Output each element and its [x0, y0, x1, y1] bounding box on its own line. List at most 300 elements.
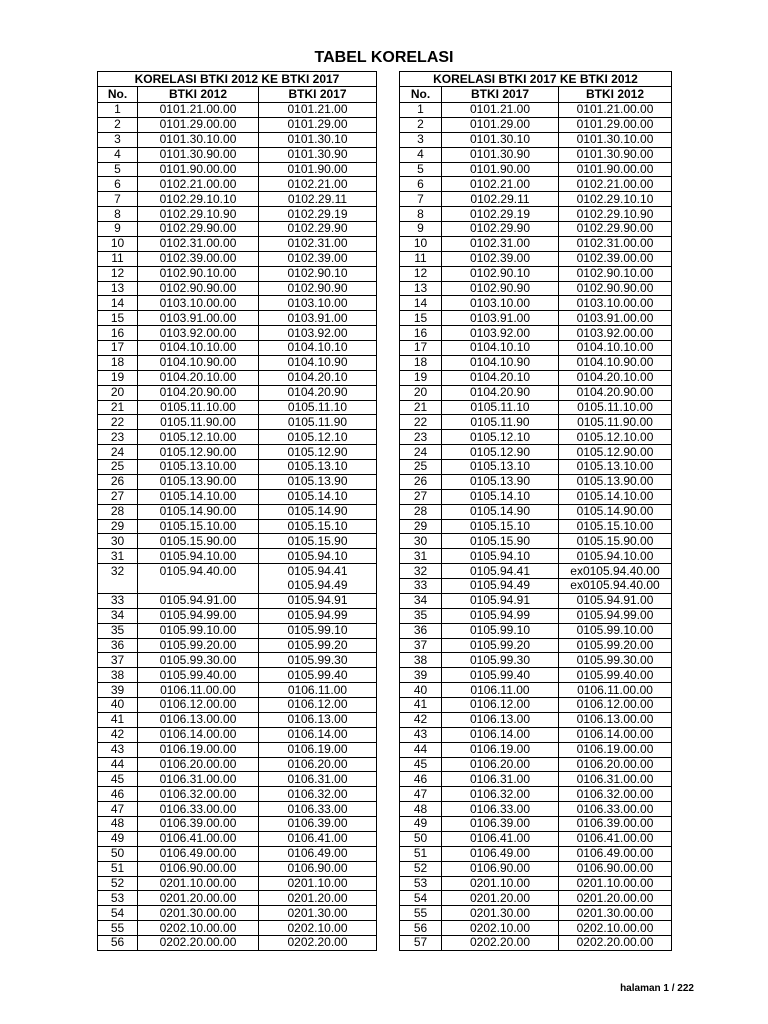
- table-row: [98, 772, 377, 787]
- table-row: [98, 296, 377, 311]
- table-row: [98, 132, 377, 147]
- row-number-cell: 29: [98, 519, 138, 534]
- btki-2017-code-cell: 0202.20.00: [442, 936, 559, 951]
- btki-2012-code-cell: 0106.31.00.00: [138, 772, 259, 787]
- row-number-cell: 34: [400, 593, 442, 608]
- btki-2012-code-cell: 0101.29.00.00: [559, 117, 672, 132]
- row-number-cell: 22: [400, 415, 442, 430]
- table-row: [400, 831, 672, 846]
- btki-2012-code-cell: 0106.41.00.00: [559, 831, 672, 846]
- btki-2017-code-cell: 0106.20.00: [259, 757, 377, 772]
- btki-2017-code-cell: 0201.30.00: [442, 906, 559, 921]
- table-caption: KORELASI BTKI 2012 KE BTKI 2017: [98, 72, 377, 87]
- table-row: [400, 489, 672, 504]
- table-row: [98, 817, 377, 832]
- table-row: [98, 757, 377, 772]
- btki-2017-code-cell: 0105.12.90: [442, 445, 559, 460]
- table-row: [98, 668, 377, 683]
- row-number-cell: 13: [98, 281, 138, 296]
- btki-2017-code-cell: 0201.20.00: [442, 891, 559, 906]
- btki-2017-code-cell: 0105.15.90: [442, 534, 559, 549]
- btki-2012-code-cell: 0102.29.90.00: [138, 222, 259, 237]
- btki-2017-code-cell: 0102.90.10: [259, 266, 377, 281]
- table-row: [400, 683, 672, 698]
- table-row: [98, 608, 377, 623]
- btki-2017-code-cell: 0101.30.10: [442, 132, 559, 147]
- btki-2017-code-cell: 0105.94.41: [442, 564, 559, 579]
- btki-2017-code-cell: 0101.21.00: [442, 103, 559, 118]
- btki-2017-code-cell: 0105.94.10: [442, 549, 559, 564]
- btki-2012-code-cell: 0102.39.00.00: [559, 251, 672, 266]
- row-number-cell: 9: [98, 222, 138, 237]
- row-number-cell: 10: [400, 236, 442, 251]
- row-number-cell: 56: [98, 936, 138, 951]
- table-row: [400, 698, 672, 713]
- table-row: [98, 355, 377, 370]
- btki-2017-code-cell: 0106.19.00: [442, 742, 559, 757]
- row-number-cell: 6: [400, 177, 442, 192]
- row-number-cell: 57: [400, 936, 442, 951]
- btki-2012-code-cell: 0102.29.90.00: [559, 222, 672, 237]
- table-row: [98, 638, 377, 653]
- btki-2012-code-cell: 0105.15.90.00: [559, 534, 672, 549]
- btki-2017-code-cell: 0105.94.99: [442, 608, 559, 623]
- table-row: [98, 460, 377, 475]
- btki-2017-code-cell: 0102.29.11: [442, 192, 559, 207]
- btki-2017-code-cell: 0104.10.10: [442, 341, 559, 356]
- btki-2012-code-cell: 0105.99.20.00: [138, 638, 259, 653]
- btki-2012-code-cell: 0102.39.00.00: [138, 251, 259, 266]
- btki-2012-code-cell: 0106.90.00.00: [559, 861, 672, 876]
- row-number-cell: 52: [400, 861, 442, 876]
- btki-2017-code-cell: 0105.11.10: [259, 400, 377, 415]
- btki-2017-code-cell: 0102.31.00: [259, 236, 377, 251]
- row-number-cell: 48: [98, 817, 138, 832]
- btki-2017-code-cell: 0105.94.91: [442, 593, 559, 608]
- btki-2012-code-cell: 0102.90.90.00: [559, 281, 672, 296]
- btki-2017-code-cell: 0101.30.90: [259, 147, 377, 162]
- btki-2017-code-cell: 0104.20.10: [259, 370, 377, 385]
- btki-2017-code-cell: 0106.20.00: [442, 757, 559, 772]
- btki-2012-code-cell: 0105.99.40.00: [138, 668, 259, 683]
- btki-2012-code-cell: 0106.32.00.00: [138, 787, 259, 802]
- table-row: [400, 117, 672, 132]
- btki-2012-code-cell: 0105.14.10.00: [138, 489, 259, 504]
- row-number-cell: 16: [98, 326, 138, 341]
- btki-2017-code-cell: 0101.90.00: [442, 162, 559, 177]
- btki-2017-code-cell: 0105.14.10: [442, 489, 559, 504]
- row-number-cell: 12: [98, 266, 138, 281]
- btki-2017-code-cell: 0105.11.10: [442, 400, 559, 415]
- btki-2012-code-cell: 0105.12.10.00: [138, 430, 259, 445]
- table-row: [400, 103, 672, 118]
- row-number-cell: 16: [400, 326, 442, 341]
- row-number-cell: 9: [400, 222, 442, 237]
- table-caption-row: [98, 72, 377, 87]
- btki-2012-code-cell: 0106.20.00.00: [138, 757, 259, 772]
- btki-2017-code-cell: 0102.29.90: [259, 222, 377, 237]
- row-number-cell: 10: [98, 236, 138, 251]
- table-row: [98, 802, 377, 817]
- row-number-cell: 47: [400, 787, 442, 802]
- btki-2017-code-cell: 0105.12.90: [259, 445, 377, 460]
- table-row: [98, 519, 377, 534]
- table-row: [98, 430, 377, 445]
- row-number-cell: 41: [400, 698, 442, 713]
- btki-2012-code-cell: 0103.10.00.00: [138, 296, 259, 311]
- btki-2012-code-cell: 0106.20.00.00: [559, 757, 672, 772]
- btki-2017-code-cell: 0102.90.90: [442, 281, 559, 296]
- btki-2017-code-cell: 0105.15.10: [259, 519, 377, 534]
- btki-2012-code-cell: 0105.94.10.00: [559, 549, 672, 564]
- table-row: [98, 727, 377, 742]
- table-row: [98, 192, 377, 207]
- btki-2012-code-cell: 0102.21.00.00: [138, 177, 259, 192]
- table-row: [400, 296, 672, 311]
- row-number-cell: 21: [98, 400, 138, 415]
- table-row: [400, 222, 672, 237]
- btki-2012-code-cell: 0201.10.00.00: [138, 876, 259, 891]
- row-number-cell: 33: [98, 593, 138, 608]
- btki-2017-code-cell: 0105.94.91: [259, 593, 377, 608]
- table-row: [98, 846, 377, 861]
- row-number-cell: 28: [400, 504, 442, 519]
- row-number-cell: 15: [400, 311, 442, 326]
- row-number-cell: 40: [98, 698, 138, 713]
- column-header-btki-2012: BTKI 2012: [559, 87, 672, 103]
- table-head: [98, 72, 377, 103]
- row-number-cell: 26: [98, 474, 138, 489]
- btki-2012-code-cell: 0105.94.99.00: [559, 608, 672, 623]
- table-row: [400, 564, 672, 579]
- btki-2017-code-cell: 0201.10.00: [259, 876, 377, 891]
- btki-2012-code-cell: 0106.39.00.00: [138, 817, 259, 832]
- btki-2012-code-cell: 0201.30.00.00: [559, 906, 672, 921]
- btki-2017-code-cell: 0105.94.10: [259, 549, 377, 564]
- btki-2012-code-cell: 0105.11.90.00: [559, 415, 672, 430]
- table-row: [400, 355, 672, 370]
- btki-2017-code-cell: 0105.99.30: [259, 653, 377, 668]
- table-row: [400, 326, 672, 341]
- table-row: [400, 846, 672, 861]
- btki-2012-code-cell: 0105.13.10.00: [138, 460, 259, 475]
- btki-2012-code-cell: ex0105.94.40.00: [559, 579, 672, 594]
- table-row: [98, 564, 377, 594]
- row-number-cell: 40: [400, 683, 442, 698]
- table-row: [98, 593, 377, 608]
- table-row: [98, 549, 377, 564]
- table-row: [400, 593, 672, 608]
- btki-2017-code-cell: 0103.10.00: [442, 296, 559, 311]
- btki-2017-code-cell: 0202.10.00: [259, 921, 377, 936]
- table-row: [400, 370, 672, 385]
- row-number-cell: 41: [98, 712, 138, 727]
- row-number-cell: 32: [400, 564, 442, 579]
- btki-2012-code-cell: 0106.39.00.00: [559, 817, 672, 832]
- row-number-cell: 48: [400, 802, 442, 817]
- btki-2012-code-cell: 0101.30.90.00: [559, 147, 672, 162]
- table-row: [400, 132, 672, 147]
- btki-2017-code-cell: 0201.20.00: [259, 891, 377, 906]
- table-row: [98, 712, 377, 727]
- btki-2017-code-cell: 0106.31.00: [259, 772, 377, 787]
- row-number-cell: 8: [400, 207, 442, 222]
- btki-2017-code-cell: 0105.14.90: [259, 504, 377, 519]
- table-row: [400, 400, 672, 415]
- table-row: [400, 906, 672, 921]
- table-row: [98, 742, 377, 757]
- btki-2017-code-cell: 0103.91.00: [259, 311, 377, 326]
- table-row: [98, 653, 377, 668]
- table-row: [98, 474, 377, 489]
- table-row: [400, 936, 672, 951]
- table-row: [400, 757, 672, 772]
- cell-line: 0105.94.41: [287, 564, 348, 579]
- table-row: [400, 712, 672, 727]
- row-number-cell: 21: [400, 400, 442, 415]
- row-number-cell: 3: [400, 132, 442, 147]
- btki-2012-code-cell: 0105.99.20.00: [559, 638, 672, 653]
- table-row: [400, 430, 672, 445]
- btki-2012-code-cell: 0104.10.10.00: [559, 341, 672, 356]
- btki-2012-code-cell: 0102.31.00.00: [138, 236, 259, 251]
- table-row: [400, 341, 672, 356]
- row-number-cell: 19: [98, 370, 138, 385]
- btki-2012-code-cell: 0104.10.90.00: [559, 355, 672, 370]
- row-number-cell: 14: [98, 296, 138, 311]
- table-row: [400, 519, 672, 534]
- row-number-cell: 2: [98, 117, 138, 132]
- btki-2017-code-cell: 0105.94.49: [442, 579, 559, 594]
- table-row: [400, 579, 672, 594]
- row-number-cell: 5: [400, 162, 442, 177]
- btki-2017-code-cell: 0102.39.00: [442, 251, 559, 266]
- btki-2017-code-cell: 0105.11.90: [442, 415, 559, 430]
- table-row: [400, 147, 672, 162]
- table-row: [98, 147, 377, 162]
- btki-2012-code-cell: 0106.33.00.00: [559, 802, 672, 817]
- row-number-cell: 33: [400, 579, 442, 594]
- row-number-cell: 13: [400, 281, 442, 296]
- table-row: [98, 415, 377, 430]
- row-number-cell: 38: [98, 668, 138, 683]
- row-number-cell: 20: [400, 385, 442, 400]
- btki-2017-code-cell: 0106.39.00: [442, 817, 559, 832]
- table-row: [98, 921, 377, 936]
- btki-2017-code-cell: 0102.31.00: [442, 236, 559, 251]
- row-number-cell: 5: [98, 162, 138, 177]
- btki-2012-code-cell: 0106.49.00.00: [138, 846, 259, 861]
- row-number-cell: 46: [400, 772, 442, 787]
- table-row: [98, 311, 377, 326]
- btki-2017-code-cell: 0104.20.90: [259, 385, 377, 400]
- row-number-cell: 35: [400, 608, 442, 623]
- btki-2012-code-cell: 0101.21.00.00: [138, 103, 259, 118]
- btki-2012-code-cell: 0105.11.10.00: [138, 400, 259, 415]
- btki-2012-code-cell: 0105.15.10.00: [559, 519, 672, 534]
- btki-2017-code-cell: 0106.31.00: [442, 772, 559, 787]
- btki-2012-code-cell: 0102.90.90.00: [138, 281, 259, 296]
- table-row: [400, 236, 672, 251]
- btki-2017-code-cell: 0105.15.10: [442, 519, 559, 534]
- btki-2012-code-cell: 0106.33.00.00: [138, 802, 259, 817]
- btki-2012-code-cell: 0104.10.10.00: [138, 341, 259, 356]
- row-number-cell: 55: [400, 906, 442, 921]
- table-row: [400, 623, 672, 638]
- btki-2012-code-cell: 0105.13.90.00: [138, 474, 259, 489]
- btki-2017-code-cell: 0102.29.90: [442, 222, 559, 237]
- row-number-cell: 56: [400, 921, 442, 936]
- btki-2017-code-cell: 0106.13.00: [259, 712, 377, 727]
- row-number-cell: 31: [400, 549, 442, 564]
- btki-2017-code-cell: 0105.94.99: [259, 608, 377, 623]
- row-number-cell: 22: [98, 415, 138, 430]
- table-row: [400, 192, 672, 207]
- table-row: [400, 787, 672, 802]
- btki-2017-code-cell: 0104.20.10: [442, 370, 559, 385]
- table-row: [98, 891, 377, 906]
- btki-2012-code-cell: 0101.30.10.00: [559, 132, 672, 147]
- btki-2012-code-cell: 0106.13.00.00: [138, 712, 259, 727]
- row-number-cell: 14: [400, 296, 442, 311]
- btki-2012-code-cell: 0106.14.00.00: [559, 727, 672, 742]
- table-row: [98, 103, 377, 118]
- row-number-cell: 24: [400, 445, 442, 460]
- btki-2012-code-cell: 0103.92.00.00: [559, 326, 672, 341]
- table-row: [400, 876, 672, 891]
- table-header-row: [400, 87, 672, 103]
- btki-2012-code-cell: 0105.94.99.00: [138, 608, 259, 623]
- btki-2017-code-cell: 0101.90.00: [259, 162, 377, 177]
- btki-2012-code-cell: 0105.14.90.00: [559, 504, 672, 519]
- row-number-cell: 27: [400, 489, 442, 504]
- btki-2012-code-cell: 0102.29.10.90: [559, 207, 672, 222]
- row-number-cell: 26: [400, 474, 442, 489]
- btki-2012-code-cell: 0105.99.30.00: [559, 653, 672, 668]
- btki-2012-code-cell: 0202.20.00.00: [559, 936, 672, 951]
- btki-2012-code-cell: 0105.13.90.00: [559, 474, 672, 489]
- btki-2017-code-cell: 0106.41.00: [442, 831, 559, 846]
- table-body: [98, 103, 377, 951]
- table-btki-2012-to-2017: [97, 71, 377, 951]
- btki-2017-code-cell: 0106.12.00: [442, 698, 559, 713]
- btki-2012-code-cell: 0106.11.00.00: [559, 683, 672, 698]
- table-caption: KORELASI BTKI 2017 KE BTKI 2012: [400, 72, 672, 87]
- row-number-cell: 8: [98, 207, 138, 222]
- btki-2012-code-cell: 0105.99.10.00: [559, 623, 672, 638]
- btki-2017-code-cell: 0105.13.10: [259, 460, 377, 475]
- row-number-cell: 1: [400, 103, 442, 118]
- row-number-cell: 43: [400, 727, 442, 742]
- btki-2017-code-cell: 0102.21.00: [442, 177, 559, 192]
- table-row: [400, 638, 672, 653]
- row-number-cell: 30: [98, 534, 138, 549]
- table-row: [98, 489, 377, 504]
- btki-2017-code-cell: 0102.90.10: [442, 266, 559, 281]
- document-title: TABEL KORELASI: [314, 49, 454, 66]
- table-row: [400, 921, 672, 936]
- table-row: [98, 326, 377, 341]
- row-number-cell: 11: [400, 251, 442, 266]
- btki-2017-code-cell: 0106.39.00: [259, 817, 377, 832]
- btki-2012-code-cell: 0101.90.00.00: [559, 162, 672, 177]
- btki-2017-code-cell: 0106.90.00: [442, 861, 559, 876]
- row-number-cell: 42: [400, 712, 442, 727]
- btki-2017-code-cell: 0106.33.00: [442, 802, 559, 817]
- row-number-cell: 7: [400, 192, 442, 207]
- btki-2017-code-cell: 0102.29.11: [259, 192, 377, 207]
- row-number-cell: 32: [98, 564, 138, 594]
- btki-2012-code-cell: 0105.15.90.00: [138, 534, 259, 549]
- row-number-cell: 17: [98, 341, 138, 356]
- btki-2012-code-cell: 0104.20.10.00: [138, 370, 259, 385]
- btki-2017-code-cell: 0106.49.00: [259, 846, 377, 861]
- btki-2012-code-cell: 0105.12.90.00: [559, 445, 672, 460]
- row-number-cell: 46: [98, 787, 138, 802]
- btki-2012-code-cell: 0102.29.10.90: [138, 207, 259, 222]
- btki-2017-code-cell: 0102.29.19: [259, 207, 377, 222]
- table-row: [98, 623, 377, 638]
- btki-2017-code-cell: 0106.41.00: [259, 831, 377, 846]
- column-header-btki-2012: BTKI 2012: [138, 87, 259, 103]
- table-row: [400, 311, 672, 326]
- table-row: [98, 683, 377, 698]
- row-number-cell: 3: [98, 132, 138, 147]
- btki-2017-code-cell: [259, 564, 377, 594]
- column-header-btki-2017: BTKI 2017: [259, 87, 377, 103]
- table-row: [400, 251, 672, 266]
- btki-2017-code-cell: 0106.12.00: [259, 698, 377, 713]
- column-header-no: No.: [98, 87, 138, 103]
- table-row: [400, 727, 672, 742]
- row-number-cell: 35: [98, 623, 138, 638]
- row-number-cell: 11: [98, 251, 138, 266]
- btki-2012-code-cell: 0104.20.90.00: [559, 385, 672, 400]
- cell-line: 0105.94.49: [287, 578, 348, 593]
- row-number-cell: 1: [98, 103, 138, 118]
- btki-2017-code-cell: 0102.29.19: [442, 207, 559, 222]
- table-head: [400, 72, 672, 103]
- btki-2012-code-cell: 0202.10.00.00: [138, 921, 259, 936]
- table-row: [400, 207, 672, 222]
- btki-2012-code-cell: 0106.49.00.00: [559, 846, 672, 861]
- btki-2017-code-cell: 0202.20.00: [259, 936, 377, 951]
- btki-2012-code-cell: 0103.92.00.00: [138, 326, 259, 341]
- table-row: [400, 460, 672, 475]
- row-number-cell: 49: [400, 817, 442, 832]
- btki-2017-code-cell: 0106.19.00: [259, 742, 377, 757]
- table-row: [98, 236, 377, 251]
- row-number-cell: 18: [98, 355, 138, 370]
- row-number-cell: 27: [98, 489, 138, 504]
- btki-2012-code-cell: 0105.94.10.00: [138, 549, 259, 564]
- table-row: [400, 281, 672, 296]
- table-row: [98, 698, 377, 713]
- table-row: [400, 668, 672, 683]
- btki-2012-code-cell: ex0105.94.40.00: [559, 564, 672, 579]
- btki-2012-code-cell: 0103.10.00.00: [559, 296, 672, 311]
- row-number-cell: 39: [400, 668, 442, 683]
- table-row: [400, 534, 672, 549]
- row-number-cell: 55: [98, 921, 138, 936]
- btki-2012-code-cell: 0105.12.10.00: [559, 430, 672, 445]
- row-number-cell: 37: [98, 653, 138, 668]
- btki-2012-code-cell: 0201.10.00.00: [559, 876, 672, 891]
- table-row: [98, 117, 377, 132]
- btki-2017-code-cell: 0104.10.90: [442, 355, 559, 370]
- table-row: [98, 341, 377, 356]
- btki-2012-code-cell: 0105.94.91.00: [559, 593, 672, 608]
